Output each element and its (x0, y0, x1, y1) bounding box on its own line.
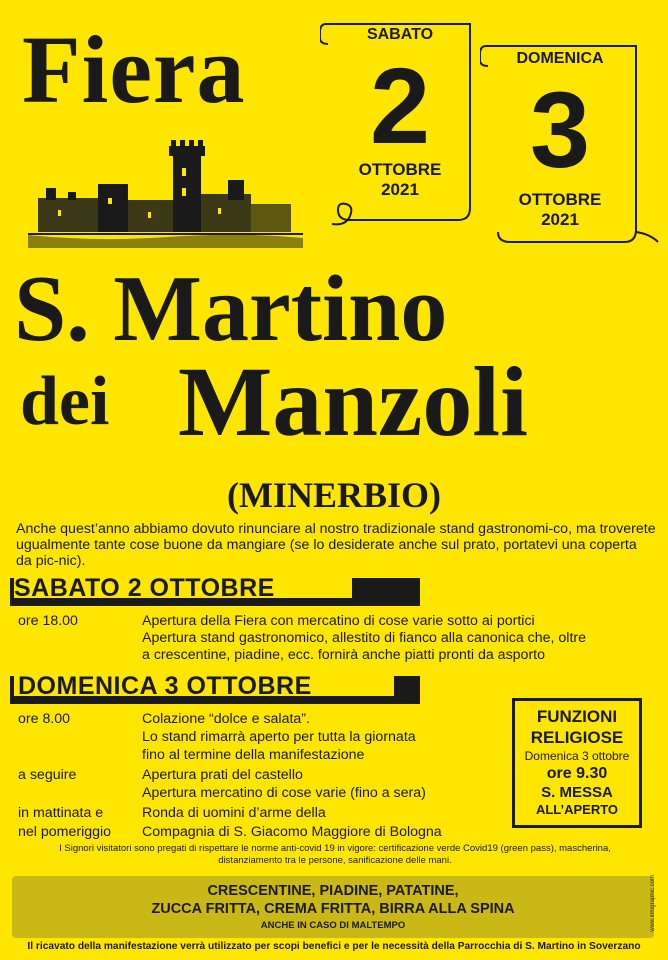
schedule-time: ore 18.00 (18, 613, 78, 629)
schedule-text: Compagnia di S. Giacomo Maggiore di Bologna (142, 824, 442, 840)
scroll-day: SABATO (366, 26, 434, 43)
scroll-month: OTTOBRE (358, 160, 442, 179)
mass-time: ore 9.30 (546, 765, 608, 782)
side-credit: www.infographic.com (650, 875, 656, 932)
schedule-time: in mattinata e (18, 805, 104, 821)
footer-note: Il ricavato della manifestazione verrà utilizzato per scopi benefici e per le necessità della Parrocchia di S. Martino in Soverzano (27, 941, 641, 952)
scroll-month: OTTOBRE (518, 190, 602, 209)
funzioni-religiose-box (512, 698, 642, 828)
mass-date: Domenica 3 ottobre (524, 749, 630, 763)
schedule-text: a crescentine, piadine, ecc. fornirà anche piatti pronti da asporto (142, 647, 546, 663)
title-dei: dei (20, 363, 110, 440)
food-box (12, 876, 654, 938)
castle-illustration (28, 138, 303, 248)
covid-notice: I Signori visitatori sono pregati di rispettare le norme anti-covid 19 in vigore: certificazione verde Covid19 (green pass), mascherina, distanziamento tra le persone, sanificazione delle mani. (59, 843, 611, 866)
title-manzoli: Manzoli (178, 346, 528, 457)
title-s-martino: S. Martino (14, 257, 448, 361)
schedule-text: Apertura prati del castello (142, 767, 303, 783)
mass-title: S. MESSA (541, 784, 613, 801)
schedule-time: ore 8.00 (18, 711, 71, 727)
scroll-day-number: 2 (369, 45, 431, 166)
mass-location: ALL’APERTO (535, 802, 619, 817)
title-fiera: Fiera (22, 16, 246, 123)
sunday-title: DOMENICA 3 OTTOBRE (18, 672, 312, 700)
scroll-year: 2021 (541, 210, 579, 229)
schedule-text: Apertura mercatino di cose varie (fino a sera) (142, 785, 426, 801)
date-scroll-sunday (480, 42, 660, 252)
schedule-text: fino al termine della manifestazione (142, 747, 365, 763)
schedule-text: Apertura della Fiera con mercatino di cose varie sotto ai portici (142, 613, 535, 629)
schedule-text: Ronda di uomini d’arme della (142, 805, 326, 821)
funzioni-title: FUNZIONI (536, 707, 618, 726)
religiose-title: RELIGIOSE (530, 728, 624, 747)
schedule-text: Lo stand rimarrà aperto per tutta la giornata (142, 729, 416, 745)
saturday-title: SABATO 2 OTTOBRE (14, 574, 275, 602)
schedule-time: nel pomeriggio (18, 824, 112, 840)
food-line-2: ZUCCA FRITTA, CREMA FRITTA, BIRRA ALLA SPINA (151, 901, 515, 917)
schedule-time: a seguire (18, 767, 77, 783)
date-scroll-saturday (320, 20, 480, 230)
schedule-text: Colazione “dolce e salata”. (142, 711, 310, 727)
food-line-3: ANCHE IN CASO DI MALTEMPO (260, 920, 406, 931)
scroll-year: 2021 (381, 180, 419, 199)
schedule-text: Apertura stand gastronomico, allestito di fianco alla canonica che, oltre (142, 630, 587, 646)
subtitle-minerbio: (MINERBIO) (227, 475, 441, 515)
food-line-1: CRESCENTINE, PIADINE, PATATINE, (207, 883, 459, 899)
scroll-day-number: 3 (529, 69, 591, 190)
intro-paragraph: Anche quest’anno abbiamo dovuto rinunciare al nostro tradizionale stand gastronomi-co, ma troverete ugualmente tante cose buone da mangiare (se lo desiderate anche sul prato, portatevi una coperta da pic-nic). (16, 521, 656, 569)
scroll-day: DOMENICA (516, 50, 604, 67)
